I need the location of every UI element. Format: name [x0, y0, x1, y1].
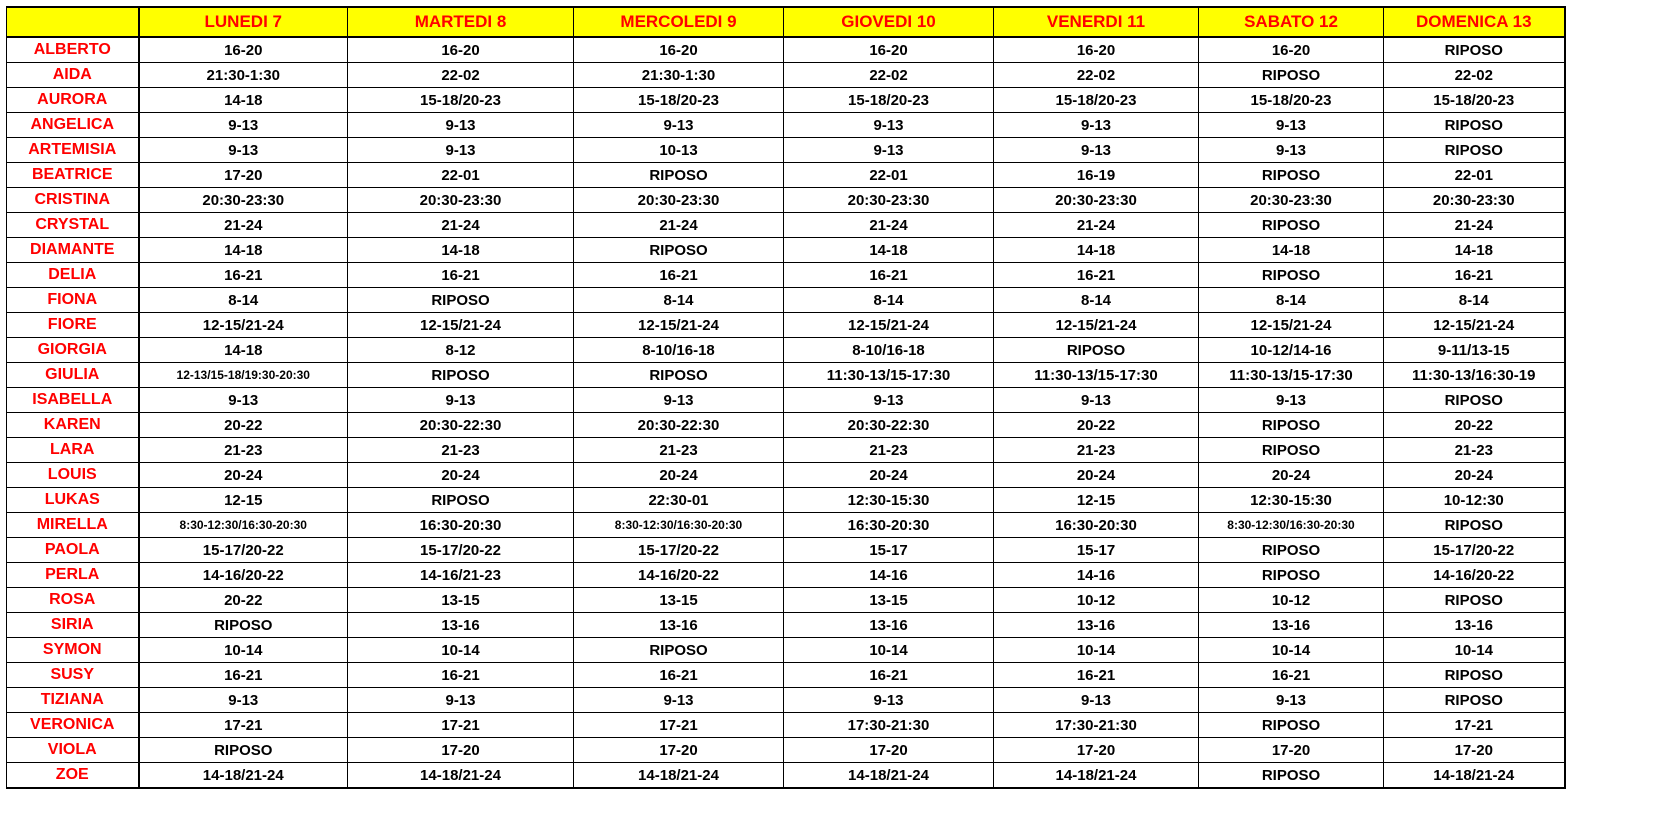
shift-cell: 9-13	[784, 113, 994, 138]
table-row	[7, 763, 1565, 789]
staff-name-cell: ROSA	[7, 588, 139, 613]
shift-cell: 14-16	[994, 563, 1199, 588]
shift-cell: 13-15	[574, 588, 784, 613]
table-row	[7, 363, 1565, 388]
shift-cell: 16-21	[574, 263, 784, 288]
staff-name-cell: ZOE	[7, 763, 139, 789]
shift-cell: RIPOSO	[1384, 138, 1565, 163]
shift-cell: 22-01	[784, 163, 994, 188]
shift-cell: RIPOSO	[1384, 588, 1565, 613]
table-row	[7, 613, 1565, 638]
day-header: MERCOLEDI 9	[574, 7, 784, 37]
shift-cell: 9-13	[994, 113, 1199, 138]
staff-name-cell: TIZIANA	[7, 688, 139, 713]
shift-cell: 12-15/21-24	[574, 313, 784, 338]
shift-cell: 10-14	[784, 638, 994, 663]
shift-cell: 9-13	[784, 688, 994, 713]
table-row	[7, 138, 1565, 163]
shift-cell: 21-23	[139, 438, 348, 463]
shift-cell: 16-20	[994, 37, 1199, 63]
shift-cell: RIPOSO	[574, 363, 784, 388]
shift-cell: RIPOSO	[1199, 163, 1384, 188]
shift-cell: 9-13	[139, 688, 348, 713]
table-row	[7, 713, 1565, 738]
shift-cell: 9-13	[139, 113, 348, 138]
shift-cell: 8-14	[994, 288, 1199, 313]
shift-cell: 22-02	[784, 63, 994, 88]
table-row	[7, 688, 1565, 713]
day-header: SABATO 12	[1199, 7, 1384, 37]
shift-cell: 9-13	[994, 688, 1199, 713]
shift-cell: 20-24	[994, 463, 1199, 488]
shift-cell: 20-24	[1199, 463, 1384, 488]
shift-cell: 13-16	[348, 613, 574, 638]
shift-cell: 15-18/20-23	[994, 88, 1199, 113]
shift-cell: 16-21	[994, 263, 1199, 288]
shift-cell: 9-13	[348, 138, 574, 163]
shift-cell: RIPOSO	[1199, 413, 1384, 438]
shift-cell: RIPOSO	[574, 163, 784, 188]
shift-cell: 10-12	[994, 588, 1199, 613]
shift-cell: 9-13	[348, 113, 574, 138]
shift-cell: 11:30-13/15-17:30	[1199, 363, 1384, 388]
shift-cell: 16:30-20:30	[994, 513, 1199, 538]
shift-cell: 17:30-21:30	[784, 713, 994, 738]
staff-name-cell: DELIA	[7, 263, 139, 288]
shift-cell: RIPOSO	[1384, 113, 1565, 138]
shift-cell: 16-21	[574, 663, 784, 688]
table-row	[7, 513, 1565, 538]
staff-name-cell: VERONICA	[7, 713, 139, 738]
shift-cell: 17-21	[574, 713, 784, 738]
shift-cell: 14-18/21-24	[348, 763, 574, 789]
shift-cell: 17-20	[348, 738, 574, 763]
shift-cell: 13-16	[994, 613, 1199, 638]
shift-cell: 10-14	[139, 638, 348, 663]
shift-cell: RIPOSO	[1384, 513, 1565, 538]
staff-name-cell: CRISTINA	[7, 188, 139, 213]
table-row	[7, 113, 1565, 138]
shift-cell: 9-13	[994, 388, 1199, 413]
table-row	[7, 88, 1565, 113]
shift-cell: 17-21	[348, 713, 574, 738]
shift-cell: 14-18/21-24	[994, 763, 1199, 789]
shift-cell: 12:30-15:30	[784, 488, 994, 513]
shift-cell: 14-18	[139, 338, 348, 363]
shift-cell: 8-14	[1199, 288, 1384, 313]
shift-cell: 22-01	[348, 163, 574, 188]
staff-name-cell: ANGELICA	[7, 113, 139, 138]
shift-cell: RIPOSO	[1199, 438, 1384, 463]
day-header: GIOVEDI 10	[784, 7, 994, 37]
shift-cell: RIPOSO	[348, 488, 574, 513]
shift-cell: 17:30-21:30	[994, 713, 1199, 738]
shift-cell: 11:30-13/16:30-19	[1384, 363, 1565, 388]
shift-cell: RIPOSO	[574, 638, 784, 663]
table-row	[7, 388, 1565, 413]
shift-cell: 20-24	[139, 463, 348, 488]
staff-name-cell: KAREN	[7, 413, 139, 438]
shift-cell: 8:30-12:30/16:30-20:30	[139, 513, 348, 538]
shift-cell: 17-21	[1384, 713, 1565, 738]
shift-cell: 8-14	[139, 288, 348, 313]
shift-cell: 20:30-23:30	[574, 188, 784, 213]
shift-cell: 8-14	[574, 288, 784, 313]
shift-cell: 17-20	[1384, 738, 1565, 763]
table-row	[7, 213, 1565, 238]
shift-cell: 10-12/14-16	[1199, 338, 1384, 363]
shift-cell: 20:30-22:30	[348, 413, 574, 438]
table-row	[7, 413, 1565, 438]
shift-cell: 9-13	[1199, 388, 1384, 413]
table-row	[7, 463, 1565, 488]
shift-cell: 21-24	[994, 213, 1199, 238]
shift-cell: 16-20	[784, 37, 994, 63]
shift-cell: 21-24	[139, 213, 348, 238]
shift-cell: 14-16/20-22	[574, 563, 784, 588]
shift-cell: 20-22	[1384, 413, 1565, 438]
shift-cell: RIPOSO	[1384, 388, 1565, 413]
shift-cell: 20:30-23:30	[1384, 188, 1565, 213]
table-row	[7, 238, 1565, 263]
shift-cell: 16-21	[1199, 663, 1384, 688]
staff-name-cell: PAOLA	[7, 538, 139, 563]
shift-cell: 20:30-23:30	[994, 188, 1199, 213]
shift-cell: 22:30-01	[574, 488, 784, 513]
table-row	[7, 338, 1565, 363]
shift-cell: RIPOSO	[1199, 538, 1384, 563]
shift-cell: 10-14	[1384, 638, 1565, 663]
shift-cell: 17-20	[139, 163, 348, 188]
shift-cell: RIPOSO	[139, 613, 348, 638]
shift-cell: 22-02	[348, 63, 574, 88]
shift-cell: RIPOSO	[1199, 213, 1384, 238]
shift-cell: 17-20	[784, 738, 994, 763]
shift-cell: 12-15/21-24	[139, 313, 348, 338]
shift-cell: 9-13	[574, 688, 784, 713]
shift-cell: 21-24	[784, 213, 994, 238]
shift-cell: 9-13	[348, 388, 574, 413]
shift-cell: 9-13	[994, 138, 1199, 163]
shift-cell: 20:30-23:30	[784, 188, 994, 213]
shift-cell: 21-24	[1384, 213, 1565, 238]
shift-cell: 21:30-1:30	[574, 63, 784, 88]
shift-cell: 8-14	[1384, 288, 1565, 313]
shift-cell: 16-20	[1199, 37, 1384, 63]
table-row	[7, 263, 1565, 288]
shift-cell: RIPOSO	[139, 738, 348, 763]
shift-cell: RIPOSO	[1199, 263, 1384, 288]
shift-cell: 20-24	[784, 463, 994, 488]
staff-name-cell: MIRELLA	[7, 513, 139, 538]
shift-cell: 14-18	[139, 88, 348, 113]
day-header: DOMENICA 13	[1384, 7, 1565, 37]
shift-cell: 9-11/13-15	[1384, 338, 1565, 363]
table-row	[7, 288, 1565, 313]
shift-cell: 16-20	[574, 37, 784, 63]
shift-cell: 9-13	[139, 138, 348, 163]
shift-cell: 12-15/21-24	[994, 313, 1199, 338]
shift-cell: 16-21	[784, 263, 994, 288]
header-corner-cell	[7, 7, 139, 37]
shift-cell: 17-20	[994, 738, 1199, 763]
day-header: MARTEDI 8	[348, 7, 574, 37]
shift-cell: 20:30-22:30	[784, 413, 994, 438]
staff-name-cell: PERLA	[7, 563, 139, 588]
staff-name-cell: SUSY	[7, 663, 139, 688]
shift-cell: 21-23	[1384, 438, 1565, 463]
staff-name-cell: CRYSTAL	[7, 213, 139, 238]
staff-name-cell: VIOLA	[7, 738, 139, 763]
shift-cell: 21-23	[784, 438, 994, 463]
shift-cell: 9-13	[574, 113, 784, 138]
shift-cell: 13-16	[574, 613, 784, 638]
shift-cell: 10-13	[574, 138, 784, 163]
shift-cell: 11:30-13/15-17:30	[784, 363, 994, 388]
shift-cell: 20-24	[348, 463, 574, 488]
shift-cell: 9-13	[139, 388, 348, 413]
shift-cell: 16-21	[348, 663, 574, 688]
table-row	[7, 438, 1565, 463]
shift-cell: 21-24	[348, 213, 574, 238]
shift-cell: 8-12	[348, 338, 574, 363]
shift-cell: 8:30-12:30/16:30-20:30	[1199, 513, 1384, 538]
shift-cell: 14-18/21-24	[784, 763, 994, 789]
shift-cell: 12-15/21-24	[1384, 313, 1565, 338]
shift-cell: RIPOSO	[348, 363, 574, 388]
shift-cell: 9-13	[574, 388, 784, 413]
shift-cell: 16-21	[784, 663, 994, 688]
shift-cell: 15-17/20-22	[574, 538, 784, 563]
shift-cell: 12-15	[994, 488, 1199, 513]
shift-cell: 9-13	[784, 138, 994, 163]
shift-cell: 17-20	[574, 738, 784, 763]
shift-cell: 14-18	[994, 238, 1199, 263]
shift-cell: 15-17	[994, 538, 1199, 563]
shift-cell: 21-23	[994, 438, 1199, 463]
shift-cell: 16-20	[139, 37, 348, 63]
shift-cell: 16-21	[348, 263, 574, 288]
shift-cell: 15-17/20-22	[1384, 538, 1565, 563]
shift-cell: 8:30-12:30/16:30-20:30	[574, 513, 784, 538]
table-row	[7, 163, 1565, 188]
shift-cell: 20:30-23:30	[348, 188, 574, 213]
shift-cell: 20:30-23:30	[1199, 188, 1384, 213]
shift-cell: 13-15	[348, 588, 574, 613]
shift-cell: RIPOSO	[348, 288, 574, 313]
shift-cell: 20-22	[139, 413, 348, 438]
shift-cell: 13-16	[784, 613, 994, 638]
shift-cell: 12-15/21-24	[348, 313, 574, 338]
shift-cell: 15-17/20-22	[348, 538, 574, 563]
shift-cell: 22-02	[994, 63, 1199, 88]
shift-cell: 20-24	[574, 463, 784, 488]
shift-cell: 8-10/16-18	[574, 338, 784, 363]
staff-name-cell: SIRIA	[7, 613, 139, 638]
shift-cell: RIPOSO	[1199, 713, 1384, 738]
shift-cell: 17-21	[139, 713, 348, 738]
shift-cell: 9-13	[348, 688, 574, 713]
table-row	[7, 63, 1565, 88]
shift-cell: 12-15/21-24	[1199, 313, 1384, 338]
shift-cell: 14-16	[784, 563, 994, 588]
shift-cell: RIPOSO	[574, 238, 784, 263]
shift-cell: 13-15	[784, 588, 994, 613]
staff-name-cell: SYMON	[7, 638, 139, 663]
staff-name-cell: ALBERTO	[7, 37, 139, 63]
shift-cell: 14-18	[784, 238, 994, 263]
shift-cell: 9-13	[1199, 138, 1384, 163]
shift-cell: 20:30-23:30	[139, 188, 348, 213]
shift-cell: 14-18/21-24	[139, 763, 348, 789]
shift-cell: 21:30-1:30	[139, 63, 348, 88]
staff-name-cell: GIORGIA	[7, 338, 139, 363]
shift-cell: 20-22	[994, 413, 1199, 438]
schedule-table	[6, 6, 1566, 789]
day-header: LUNEDI 7	[139, 7, 348, 37]
shift-cell: 10-14	[994, 638, 1199, 663]
shift-cell: 9-13	[1199, 688, 1384, 713]
shift-cell: 16-19	[994, 163, 1199, 188]
shift-cell: 17-20	[1199, 738, 1384, 763]
shift-cell: 10-12	[1199, 588, 1384, 613]
shift-cell: 22-01	[1384, 163, 1565, 188]
shift-cell: 15-18/20-23	[784, 88, 994, 113]
shift-cell: 16:30-20:30	[348, 513, 574, 538]
shift-cell: 15-17	[784, 538, 994, 563]
staff-name-cell: AIDA	[7, 63, 139, 88]
shift-cell: 15-18/20-23	[348, 88, 574, 113]
shift-cell: RIPOSO	[1384, 663, 1565, 688]
table-row	[7, 638, 1565, 663]
shift-cell: 14-16/20-22	[139, 563, 348, 588]
shift-cell: 14-18	[1199, 238, 1384, 263]
shift-cell: 16-21	[139, 263, 348, 288]
shift-cell: 14-18	[1384, 238, 1565, 263]
shift-cell: 14-18	[139, 238, 348, 263]
shift-cell: 22-02	[1384, 63, 1565, 88]
schedule-body	[7, 7, 1565, 788]
table-row	[7, 663, 1565, 688]
table-row	[7, 313, 1565, 338]
shift-cell: 9-13	[784, 388, 994, 413]
table-row	[7, 588, 1565, 613]
staff-name-cell: ARTEMISIA	[7, 138, 139, 163]
staff-name-cell: FIONA	[7, 288, 139, 313]
shift-cell: 10-14	[1199, 638, 1384, 663]
shift-cell: 14-16/20-22	[1384, 563, 1565, 588]
shift-cell: 15-17/20-22	[139, 538, 348, 563]
shift-cell: 15-18/20-23	[1199, 88, 1384, 113]
shift-cell: 16-20	[348, 37, 574, 63]
shift-cell: 16-21	[994, 663, 1199, 688]
shift-cell: 9-13	[1199, 113, 1384, 138]
shift-cell: 15-18/20-23	[1384, 88, 1565, 113]
shift-cell: 8-14	[784, 288, 994, 313]
shift-cell: 20-24	[1384, 463, 1565, 488]
table-row	[7, 738, 1565, 763]
shift-cell: 20:30-22:30	[574, 413, 784, 438]
table-row	[7, 563, 1565, 588]
header-row	[7, 7, 1565, 37]
shift-cell: 11:30-13/15-17:30	[994, 363, 1199, 388]
shift-cell: 21-23	[348, 438, 574, 463]
table-row	[7, 488, 1565, 513]
staff-name-cell: LUKAS	[7, 488, 139, 513]
staff-name-cell: BEATRICE	[7, 163, 139, 188]
shift-cell: 13-16	[1199, 613, 1384, 638]
day-header: VENERDI 11	[994, 7, 1199, 37]
staff-name-cell: AURORA	[7, 88, 139, 113]
shift-cell: RIPOSO	[994, 338, 1199, 363]
shift-cell: 16-21	[139, 663, 348, 688]
shift-cell: 12-15/21-24	[784, 313, 994, 338]
shift-cell: RIPOSO	[1199, 63, 1384, 88]
shift-cell: 8-10/16-18	[784, 338, 994, 363]
shift-cell: 14-16/21-23	[348, 563, 574, 588]
shift-cell: 12-15	[139, 488, 348, 513]
staff-name-cell: DIAMANTE	[7, 238, 139, 263]
staff-name-cell: LOUIS	[7, 463, 139, 488]
shift-cell: 14-18/21-24	[1384, 763, 1565, 789]
shift-cell: 16-21	[1384, 263, 1565, 288]
shift-cell: 10-12:30	[1384, 488, 1565, 513]
shift-cell: RIPOSO	[1199, 763, 1384, 789]
table-row	[7, 538, 1565, 563]
shift-cell: RIPOSO	[1384, 688, 1565, 713]
shift-cell: 14-18/21-24	[574, 763, 784, 789]
staff-name-cell: FIORE	[7, 313, 139, 338]
shift-cell: 20-22	[139, 588, 348, 613]
staff-name-cell: LARA	[7, 438, 139, 463]
shift-cell: 21-24	[574, 213, 784, 238]
shift-cell: 12-13/15-18/19:30-20:30	[139, 363, 348, 388]
staff-name-cell: ISABELLA	[7, 388, 139, 413]
shift-cell: RIPOSO	[1199, 563, 1384, 588]
table-row	[7, 37, 1565, 63]
shift-cell: 12:30-15:30	[1199, 488, 1384, 513]
shift-cell: 15-18/20-23	[574, 88, 784, 113]
shift-cell: 21-23	[574, 438, 784, 463]
staff-name-cell: GIULIA	[7, 363, 139, 388]
shift-cell: 10-14	[348, 638, 574, 663]
shift-cell: 13-16	[1384, 613, 1565, 638]
shift-cell: RIPOSO	[1384, 37, 1565, 63]
shift-cell: 16:30-20:30	[784, 513, 994, 538]
table-row	[7, 188, 1565, 213]
shift-cell: 14-18	[348, 238, 574, 263]
